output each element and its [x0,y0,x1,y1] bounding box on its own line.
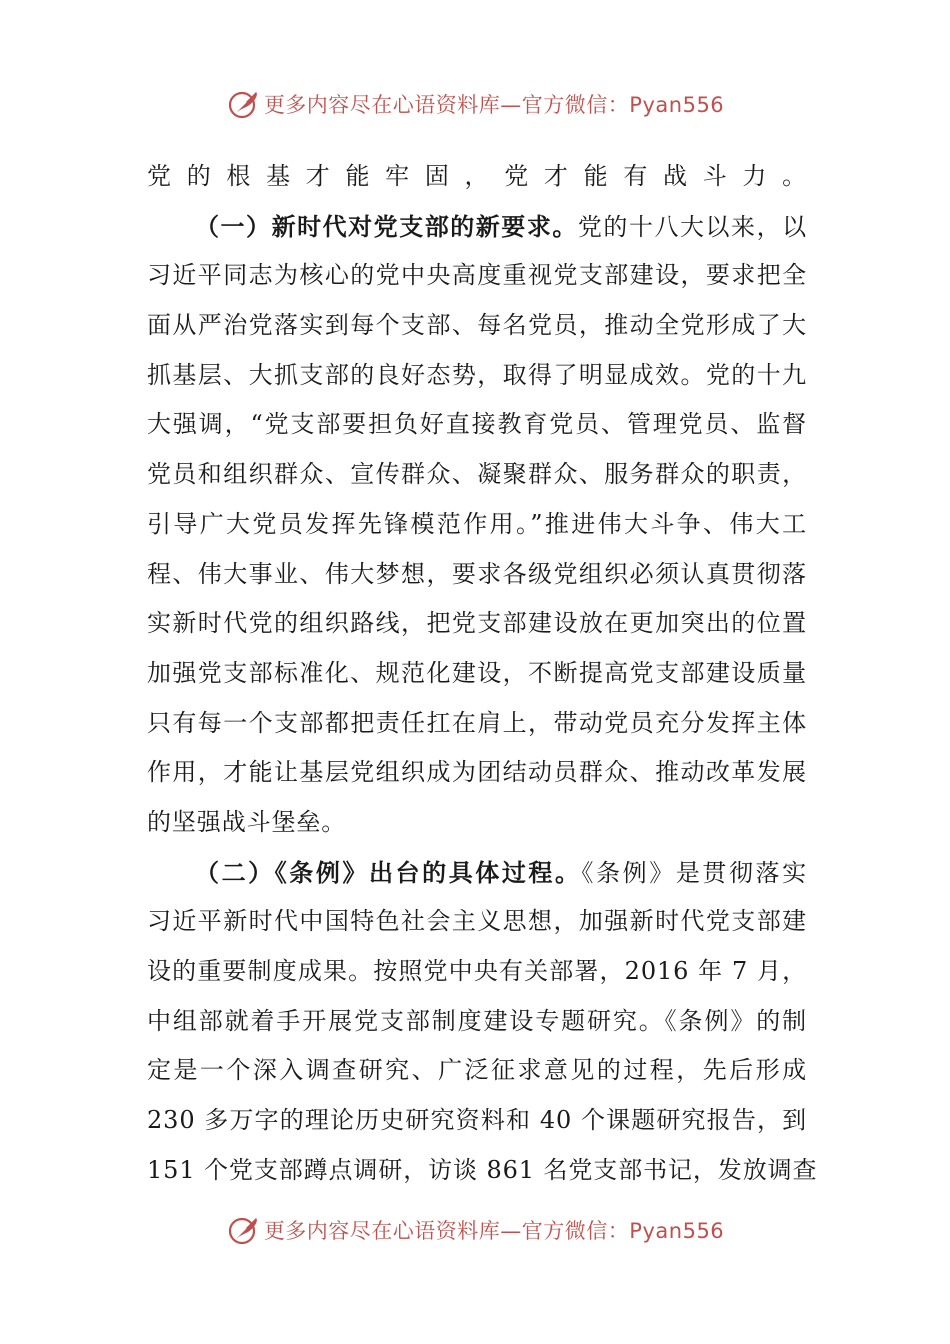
text-line: 定是一个深入调查研究、广泛征求意见的过程，先后形成 [147,1056,807,1085]
text-line: 设的重要制度成果。按照党中央有关部署，2016 年 7 月， [147,957,807,985]
text-line: 中组部就着手开展党支部制度建设专题研究。《条例》的制 [147,1006,807,1035]
text-line: 党的根基才能牢固，党才能有战斗力。 [147,162,807,190]
text-line: 习近平同志为核心的党中央高度重视党支部建设，要求把全 [147,261,807,290]
text-line: （二）《条例》出台的具体过程。《条例》是贯彻落实 [195,857,807,887]
text-line: 只有每一个支部都把责任扛在肩上，带动党员充分发挥主体 [147,708,807,737]
text-line: （一）新时代对党支部的新要求。党的十八大以来，以 [195,211,807,241]
document-body [147,152,818,1195]
section-heading-1: （一）新时代对党支部的新要求。 [195,211,578,241]
text-line: 习近平新时代中国特色社会主义思想，加强新时代党支部建 [147,907,807,936]
header-watermark-banner [0,84,950,124]
text-line: 程、伟大事业、伟大梦想，要求各级党组织必须认真贯彻落 [147,559,807,588]
watermark-text: 更多内容尽在心语资料库—官方微信：Pyan556 [263,93,725,117]
quill-pen-circle-icon [226,1212,262,1248]
text-line: 230 多万字的理论历史研究资料和 40 个课题研究报告，到 [147,1106,807,1135]
text-line: 面从严治党落实到每个支部、每名党员，推动全党形成了大 [147,311,807,340]
text-line: 引导广大党员发挥先锋模范作用。”推进伟大斗争、伟大工 [147,509,807,538]
text-line: 151 个党支部蹲点调研，访谈 861 名党支部书记，发放调查 [147,1155,818,1184]
quill-pen-circle-icon [226,86,262,122]
text-line: 抓基层、大抓支部的良好态势，取得了明显成效。党的十九 [147,360,807,389]
text-line: 党员和组织群众、宣传群众、凝聚群众、服务群众的职责， [147,460,807,489]
text-line: 实新时代党的组织路线，把党支部建设放在更加突出的位置 [147,609,807,638]
text-line: 大强调，“党支部要担负好直接教育党员、管理党员、监督 [147,410,807,439]
text-line: 的坚强战斗堡垒。 [147,807,347,836]
footer-watermark-banner [0,1210,950,1250]
text-line: 作用，才能让基层党组织成为团结动员群众、推动改革发展 [147,758,807,787]
watermark-text: 更多内容尽在心语资料库—官方微信：Pyan556 [263,1219,725,1243]
text-line: 加强党支部标准化、规范化建设，不断提高党支部建设质量 [147,658,807,687]
section-heading-2: （二）《条例》出台的具体过程。 [195,857,582,887]
